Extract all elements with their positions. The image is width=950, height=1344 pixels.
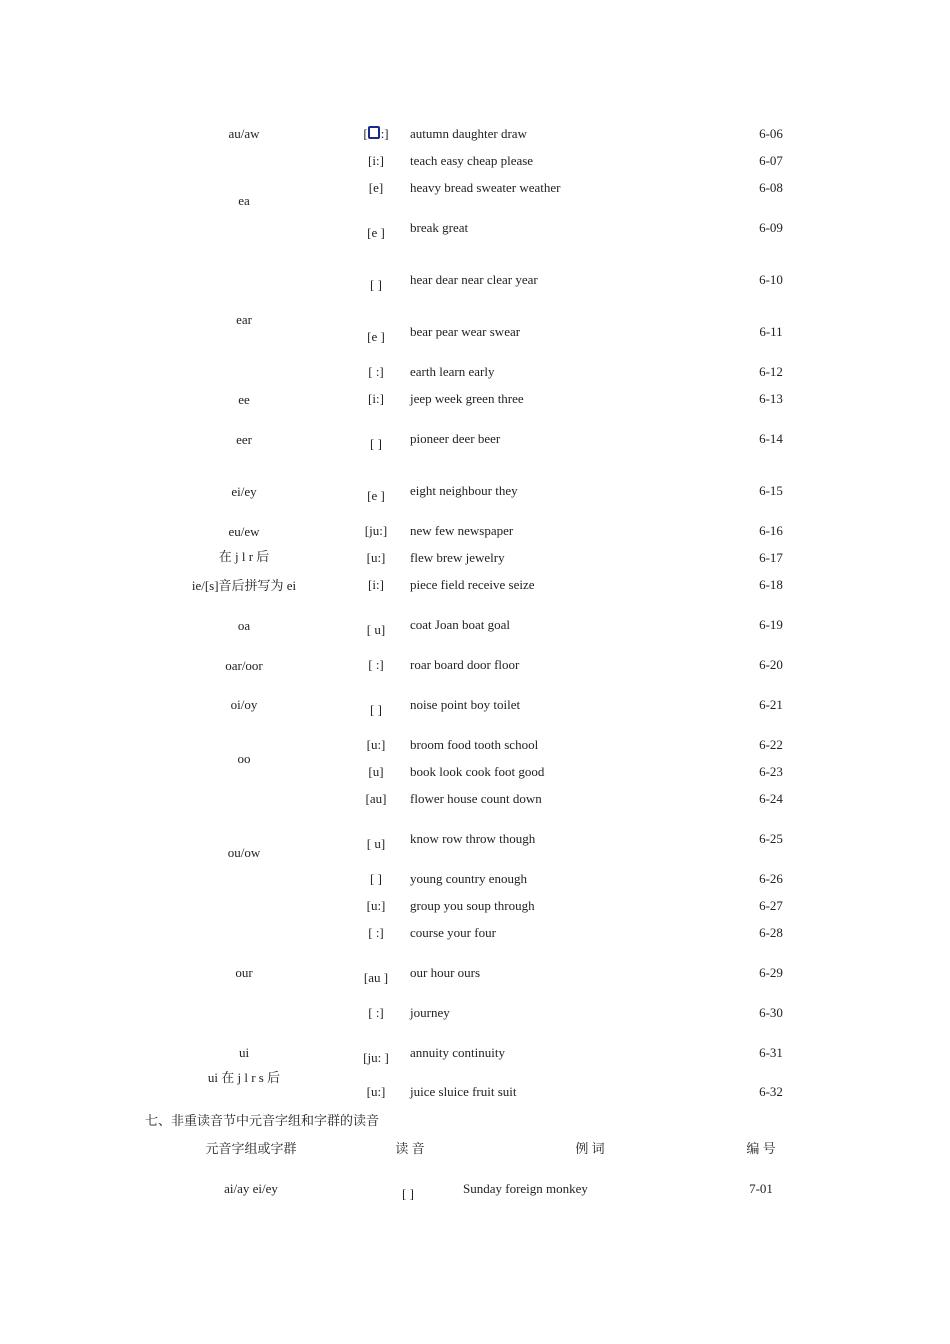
group-label: ou/ow	[227, 845, 261, 860]
table-row	[0, 218, 950, 238]
header-sound: 读 音	[395, 1141, 425, 1156]
entry-code: 6-27	[759, 898, 783, 913]
entry-code: 6-24	[759, 791, 783, 806]
group-label: eu/ew	[228, 524, 260, 539]
phonetic-cell: [e ]	[367, 329, 385, 344]
example-words: break great	[410, 220, 469, 235]
group-label: ea	[238, 193, 250, 208]
phonetic-cell: [ju:]	[364, 523, 388, 538]
entry-code: 6-08	[759, 180, 783, 195]
group-label: oa	[237, 618, 251, 633]
example-words: journey	[410, 1005, 450, 1020]
group-label: ei/ey	[231, 484, 257, 499]
entry-code: 6-15	[759, 483, 783, 498]
group-label: 在 j l r 后	[218, 549, 270, 564]
phonetic-cell: [ :]	[363, 126, 389, 141]
entry-code: 6-16	[759, 523, 783, 538]
table-row	[0, 789, 950, 809]
entry-code: 6-21	[759, 697, 783, 712]
table-row	[0, 735, 950, 755]
example-words: new few newspaper	[410, 523, 514, 538]
example-words: piece field receive seize	[410, 577, 535, 592]
entry-code: 6-20	[759, 657, 783, 672]
phonetic-cell: [ u]	[366, 622, 386, 637]
example-words: pioneer deer beer	[410, 431, 501, 446]
table-row	[0, 896, 950, 916]
phonetic-symbol-icon	[368, 126, 380, 139]
entry-code: 6-22	[759, 737, 783, 752]
entry-code: 6-18	[759, 577, 783, 592]
phonetic-cell: [ ]	[370, 277, 382, 292]
table-row	[0, 1043, 950, 1063]
example-words: hear dear near clear year	[410, 272, 538, 287]
entry-code: 6-10	[759, 272, 783, 287]
example-words: course your four	[410, 925, 496, 940]
entry-code: 6-29	[759, 965, 783, 980]
entry-code: 6-30	[759, 1005, 783, 1020]
entry-code: 6-12	[759, 364, 783, 379]
phonetic-cell: [i:]	[368, 577, 384, 592]
example-words: heavy bread sweater weather	[410, 180, 561, 195]
table-row	[0, 389, 950, 409]
example-words: bear pear wear swear	[410, 324, 521, 339]
phonetic-cell: [ ]	[370, 871, 382, 886]
table-row	[0, 1082, 950, 1102]
phonetic-cell: [ :]	[368, 925, 384, 940]
entry-code: 6-14	[759, 431, 783, 446]
phonetic-cell: [ ]	[370, 702, 382, 717]
table-row	[0, 322, 950, 342]
entry-code: 6-25	[759, 831, 783, 846]
entry-code: 6-19	[759, 617, 783, 632]
table-row	[0, 481, 950, 501]
phonetic-cell: [u:]	[366, 1084, 386, 1099]
phonetic-cell: [ :]	[368, 657, 384, 672]
table-row	[0, 615, 950, 635]
phonetic-cell: [i:]	[368, 391, 384, 406]
table-row	[0, 362, 950, 382]
group-label: our	[235, 965, 253, 980]
example-words: flew brew jewelry	[410, 550, 505, 565]
phonetic-cell: [ju: ]	[363, 1050, 389, 1065]
example-words: broom food tooth school	[410, 737, 539, 752]
table-row	[0, 829, 950, 849]
phonetic-cell: [u:]	[366, 550, 386, 565]
table-row	[0, 1179, 950, 1199]
table-row	[0, 124, 950, 144]
group-label: oo	[237, 751, 251, 766]
example-words: jeep week green three	[410, 391, 524, 406]
example-words: annuity continuity	[410, 1045, 505, 1060]
entry-code: 6-23	[759, 764, 783, 779]
entry-code: 6-13	[759, 391, 783, 406]
group-label: ai/ay ei/ey	[224, 1181, 278, 1196]
phonetic-cell: [ u]	[366, 836, 386, 851]
section-heading: 七、非重读音节中元音字组和字群的读音	[145, 1113, 380, 1128]
phonetic-cell: [u:]	[366, 898, 386, 913]
table-row	[0, 923, 950, 943]
header-code: 编 号	[746, 1141, 776, 1156]
table-row	[0, 762, 950, 782]
entry-code: 6-07	[759, 153, 783, 168]
example-words: juice sluice fruit suit	[410, 1084, 517, 1099]
entry-code: 6-31	[759, 1045, 783, 1060]
example-words: autumn daughter draw	[410, 126, 527, 141]
table-row	[0, 521, 950, 541]
phonetic-cell: [e]	[368, 180, 384, 195]
phonetic-cell: [e ]	[367, 225, 385, 240]
table-row	[0, 575, 950, 595]
example-words: group you soup through	[410, 898, 535, 913]
table-row	[0, 963, 950, 983]
header-group: 元音字组或字群	[205, 1141, 297, 1156]
example-words: coat Joan boat goal	[410, 617, 510, 632]
group-label: au/aw	[228, 126, 260, 141]
phonetic-cell: [i:]	[368, 153, 384, 168]
phonetic-cell: [e ]	[367, 488, 385, 503]
example-words: roar board door floor	[410, 657, 520, 672]
phonetic-cell: [ :]	[368, 364, 384, 379]
group-label: ui 在 j l r s 后	[207, 1070, 281, 1085]
table-row	[0, 178, 950, 198]
group-label: eer	[236, 432, 252, 447]
table-row	[0, 151, 950, 171]
group-label: ear	[236, 312, 252, 327]
phonetic-cell: [au ]	[363, 970, 389, 985]
example-words: book look cook foot good	[410, 764, 545, 779]
phonetic-cell: [ ]	[402, 1186, 414, 1201]
group-label: oar/oor	[225, 658, 263, 673]
table-row	[0, 869, 950, 889]
phonetic-cell: [u:]	[366, 737, 386, 752]
example-words: earth learn early	[410, 364, 495, 379]
table-row	[0, 270, 950, 290]
table-row	[0, 548, 950, 568]
example-words: eight neighbour they	[410, 483, 518, 498]
entry-code: 6-11	[759, 324, 783, 339]
example-words: Sunday foreign monkey	[463, 1181, 588, 1196]
example-words: young country enough	[410, 871, 527, 886]
example-words: know row throw though	[410, 831, 536, 846]
table-row	[0, 695, 950, 715]
example-words: flower house count down	[410, 791, 542, 806]
group-label: ee	[238, 392, 250, 407]
phonetic-cell: [u]	[368, 764, 384, 779]
entry-code: 6-28	[759, 925, 783, 940]
entry-code: 6-17	[759, 550, 783, 565]
group-label: ui	[238, 1045, 250, 1060]
phonetic-cell: [au]	[365, 791, 387, 806]
group-label: oi/oy	[230, 697, 258, 712]
phonetic-cell: [ :]	[368, 1005, 384, 1020]
table-row	[0, 1003, 950, 1023]
entry-code: 6-06	[759, 126, 783, 141]
entry-code: 6-26	[759, 871, 783, 886]
table-row	[0, 429, 950, 449]
example-words: noise point boy toilet	[410, 697, 521, 712]
group-label: ie/[s]音后拼写为 ei	[191, 578, 297, 593]
entry-code: 7-01	[749, 1181, 773, 1196]
entry-code: 6-32	[759, 1084, 783, 1099]
table-row	[0, 655, 950, 675]
header-examples: 例 词	[575, 1141, 605, 1156]
entry-code: 6-09	[759, 220, 783, 235]
phonetic-cell: [ ]	[370, 436, 382, 451]
example-words: teach easy cheap please	[410, 153, 534, 168]
example-words: our hour ours	[410, 965, 481, 980]
